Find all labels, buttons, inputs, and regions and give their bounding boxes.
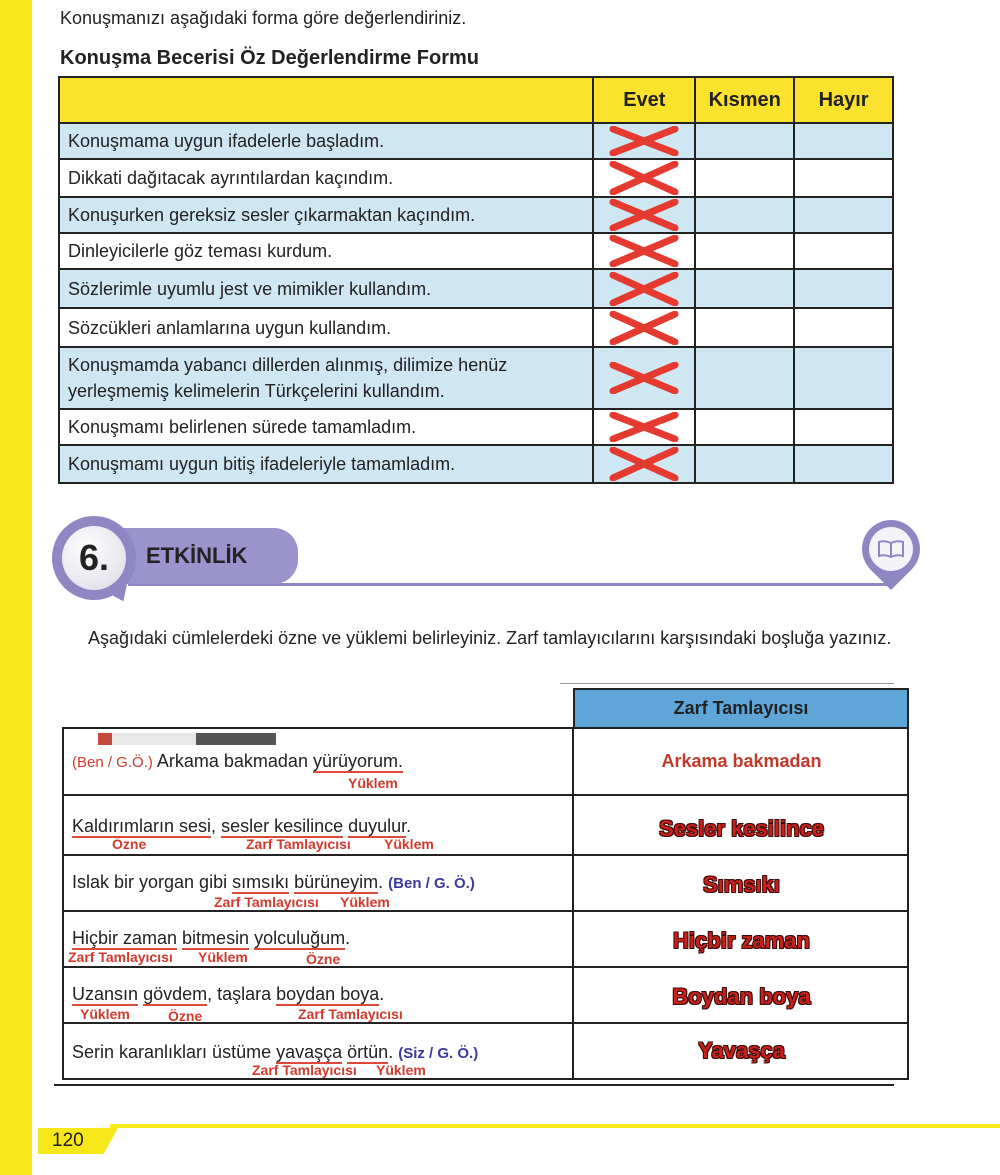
eval-header-criterion xyxy=(59,77,593,123)
eval-criterion: Konuşmamda yabancı dillerden alınmış, dilimize henüz yerleşmemiş kelimelerin Türkçelerini kullandım. xyxy=(59,347,593,409)
sentence-part-ozne: yolculuğum xyxy=(254,928,346,948)
page-number: 120 xyxy=(52,1130,84,1151)
form-title: Konuşma Becerisi Öz Değerlendirme Formu xyxy=(60,47,480,69)
sentence-text xyxy=(72,816,411,837)
sentence-part-zarf: sımsıkı xyxy=(232,872,290,892)
label-ozne: Özne xyxy=(306,951,341,967)
sentence-part-zarf: yavaşça xyxy=(276,1042,343,1062)
sentence-part: . xyxy=(378,872,384,892)
evet-cell[interactable] xyxy=(593,159,695,197)
eval-criterion: Konuşmamı uygun bitiş ifadeleriyle tamamladım. xyxy=(59,445,593,483)
sentence-text xyxy=(72,751,403,772)
sentence-row xyxy=(62,1024,909,1080)
x-mark-icon xyxy=(609,161,679,195)
kismen-cell[interactable] xyxy=(695,308,794,347)
sentence-text xyxy=(72,1042,478,1063)
evet-cell[interactable] xyxy=(593,308,695,347)
sentence-row xyxy=(62,796,909,856)
redacted-strip xyxy=(98,733,276,745)
eval-criterion: Konuşmamı belirlenen sürede tamamladım. xyxy=(59,409,593,445)
eval-header-evet: Evet xyxy=(593,77,695,123)
zarf-answer[interactable]: Sesler kesilince xyxy=(658,816,825,841)
eval-row xyxy=(59,269,893,308)
sentence-part-zarf: Hiçbir zaman xyxy=(72,928,178,948)
eval-criterion: Dinleyicilerle göz teması kurdum. xyxy=(59,233,593,269)
zarf-answer[interactable]: Hiçbir zaman xyxy=(673,928,810,953)
book-icon xyxy=(869,527,913,571)
footer-line xyxy=(110,1124,1000,1128)
evet-cell[interactable] xyxy=(593,269,695,308)
label-zarf: Zarf Tamlayıcısı xyxy=(214,894,319,910)
self-evaluation-table xyxy=(58,76,894,484)
left-margin-bar xyxy=(0,0,32,1175)
eval-row xyxy=(59,197,893,233)
sentence-part-yuklem: örtün xyxy=(347,1042,389,1062)
eval-row xyxy=(59,347,893,409)
x-mark-icon xyxy=(609,272,679,306)
kismen-cell[interactable] xyxy=(695,269,794,308)
zarf-answer[interactable]: Arkama bakmadan xyxy=(661,751,822,771)
sentence-text xyxy=(72,872,475,893)
sentence-part-yuklem: bitmesin xyxy=(182,928,250,948)
label-yuklem: Yüklem xyxy=(340,894,390,910)
label-ozne: Özne xyxy=(168,1008,203,1024)
label-yuklem: Yüklem xyxy=(348,775,398,791)
activity-number: 6. xyxy=(62,526,126,590)
sentence-text xyxy=(72,928,350,949)
implicit-subject: (Ben / G. Ö.) xyxy=(388,875,475,892)
zarf-tamlayicisi-header: Zarf Tamlayıcısı xyxy=(573,688,909,729)
hayir-cell[interactable] xyxy=(794,159,893,197)
header-topline xyxy=(560,683,894,684)
hayir-cell[interactable] xyxy=(794,197,893,233)
sentence-part: . xyxy=(406,816,412,836)
evet-cell[interactable] xyxy=(593,197,695,233)
eval-row xyxy=(59,409,893,445)
sentence-row xyxy=(62,856,909,912)
label-zarf: Zarf Tamlayıcısı xyxy=(68,949,173,965)
implicit-subject: (Siz / G. Ö.) xyxy=(398,1045,479,1062)
open-book-icon xyxy=(877,539,905,559)
label-yuklem: Yüklem xyxy=(198,949,248,965)
sentence-part-yuklem: duyulur xyxy=(348,816,407,836)
sentence-part: . xyxy=(379,984,385,1004)
kismen-cell[interactable] xyxy=(695,347,794,409)
sentence-part-ozne: gövdem xyxy=(143,984,208,1004)
label-zarf: Zarf Tamlayıcısı xyxy=(252,1062,357,1078)
eval-row xyxy=(59,308,893,347)
label-yuklem: Yüklem xyxy=(384,836,434,852)
eval-criterion: Konuşmama uygun ifadelerle başladım. xyxy=(59,123,593,159)
kismen-cell[interactable] xyxy=(695,233,794,269)
sentence-part-yuklem: yürüyorum. xyxy=(312,751,403,771)
evet-cell[interactable] xyxy=(593,123,695,159)
evet-cell[interactable] xyxy=(593,445,695,483)
instruction-text: Konuşmanızı aşağıdaki forma göre değerlendiriniz. xyxy=(60,8,467,28)
x-mark-icon xyxy=(609,412,679,442)
activity-instruction: Aşağıdaki cümlelerdeki özne ve yüklemi belirleyiniz. Zarf tamlayıcılarını karşısındaki boşluğa yazınız. xyxy=(88,628,892,648)
label-ozne: Özne xyxy=(112,836,147,852)
x-mark-icon xyxy=(609,199,679,231)
sentence-part-zarf: boydan boya xyxy=(276,984,380,1004)
kismen-cell[interactable] xyxy=(695,159,794,197)
kismen-cell[interactable] xyxy=(695,197,794,233)
hayir-cell[interactable] xyxy=(794,308,893,347)
eval-header-kismen: Kısmen xyxy=(695,77,794,123)
eval-header-hayir: Hayır xyxy=(794,77,893,123)
label-yuklem: Yüklem xyxy=(80,1006,130,1022)
hayir-cell[interactable] xyxy=(794,409,893,445)
sentence-text xyxy=(72,984,384,1005)
label-yuklem: Yüklem xyxy=(376,1062,426,1078)
kismen-cell[interactable] xyxy=(695,409,794,445)
sentence-part: , taşlara xyxy=(207,984,277,1004)
x-mark-icon xyxy=(609,311,679,345)
kismen-cell[interactable] xyxy=(695,123,794,159)
sentence-row xyxy=(62,912,909,968)
eval-criterion: Konuşurken gereksiz sesler çıkarmaktan kaçındım. xyxy=(59,197,593,233)
hayir-cell[interactable] xyxy=(794,347,893,409)
sentence-part-yuklem: bürüneyim xyxy=(294,872,379,892)
eval-criterion: Dikkati dağıtacak ayrıntılardan kaçındım. xyxy=(59,159,593,197)
sentence-part: . xyxy=(388,1042,394,1062)
hayir-cell[interactable] xyxy=(794,233,893,269)
sentence-part: . xyxy=(345,928,351,948)
hayir-cell[interactable] xyxy=(794,269,893,308)
table-bottom-rule xyxy=(54,1084,894,1086)
activity-title: ETKİNLİK xyxy=(146,543,248,568)
sentence-part-zarf: sesler kesilince xyxy=(221,816,344,836)
sentence-part: Arkama bakmadan xyxy=(156,751,313,771)
eval-row xyxy=(59,233,893,269)
kismen-cell[interactable] xyxy=(695,445,794,483)
eval-row xyxy=(59,159,893,197)
hayir-cell[interactable] xyxy=(794,123,893,159)
eval-criterion: Sözcükleri anlamlarına uygun kullandım. xyxy=(59,308,593,347)
eval-row xyxy=(59,445,893,483)
x-mark-icon xyxy=(609,447,679,481)
evet-cell[interactable] xyxy=(593,347,695,409)
label-zarf: Zarf Tamlayıcısı xyxy=(298,1006,403,1022)
evet-cell[interactable] xyxy=(593,233,695,269)
x-mark-icon xyxy=(609,362,679,394)
sentence-part: Islak bir yorgan gibi xyxy=(72,872,233,892)
sentence-part-ozne: Kaldırımların sesi xyxy=(72,816,212,836)
zarf-answer[interactable]: Boydan boya xyxy=(672,984,811,1009)
evet-cell[interactable] xyxy=(593,409,695,445)
activity-title-pill xyxy=(118,528,298,584)
zarf-answer[interactable]: Yavaşça xyxy=(698,1038,785,1063)
hayir-cell[interactable] xyxy=(794,445,893,483)
eval-header-row xyxy=(59,77,893,123)
label-zarf: Zarf Tamlayıcısı xyxy=(246,836,351,852)
sentence-part: Serin karanlıkları üstüme xyxy=(72,1042,277,1062)
zarf-answer[interactable]: Sımsıkı xyxy=(702,872,781,897)
implicit-subject: (Ben / G.Ö.) xyxy=(72,754,153,771)
x-mark-icon xyxy=(609,126,679,156)
sentence-part-yuklem: Uzansın xyxy=(72,984,139,1004)
eval-criterion: Sözlerimle uyumlu jest ve mimikler kullandım. xyxy=(59,269,593,308)
x-mark-icon xyxy=(609,235,679,267)
sentence-row xyxy=(62,968,909,1024)
sentence-part: , xyxy=(211,816,222,836)
eval-row xyxy=(59,123,893,159)
